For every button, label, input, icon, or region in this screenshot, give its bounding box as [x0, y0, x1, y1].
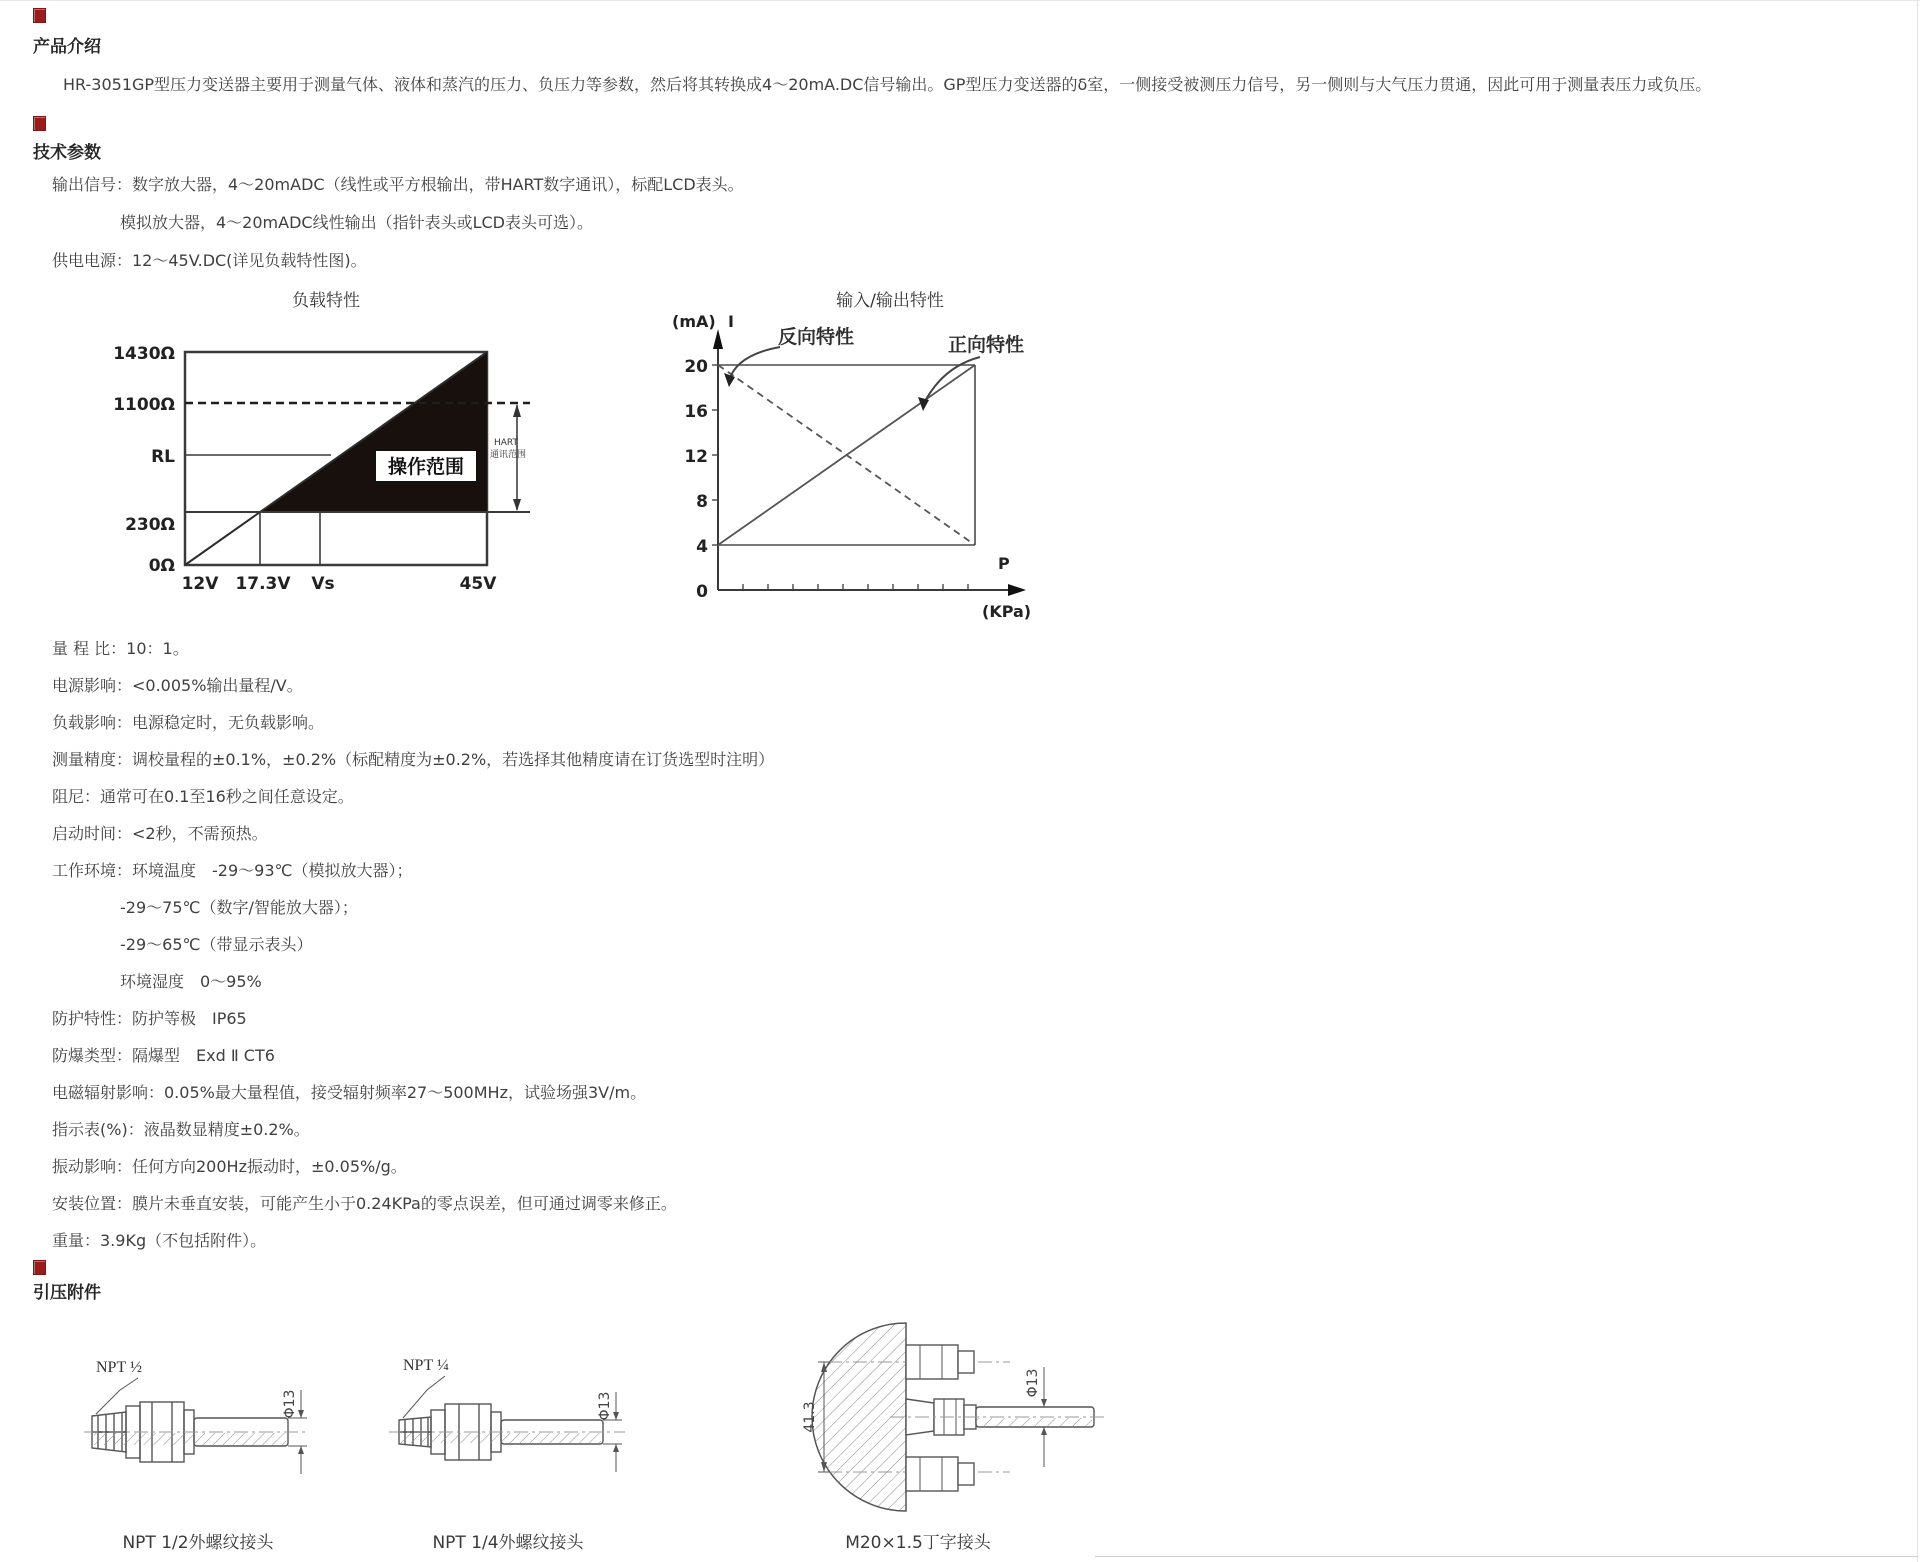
- dim-arrow: [298, 1410, 304, 1418]
- t-joint-drawing: [710, 1305, 1110, 1535]
- spec-line: 阻尼：通常可在0.1至16秒之间任意设定。: [52, 787, 354, 806]
- accessories-heading: 引压附件: [33, 1283, 101, 1303]
- thread-size-label: NPT ½: [96, 1359, 142, 1376]
- spec-line: -29～75℃（数字/智能放大器）；: [120, 898, 358, 917]
- spec-line: 测量精度：调校量程的±0.1%，±0.2%（标配精度为±0.2%，若选择其他精度请在订货选型时注明）: [52, 750, 775, 769]
- spec-line: 防爆类型：隔爆型 Exd Ⅱ CT6: [52, 1046, 275, 1065]
- section-hatch-band: [94, 1433, 286, 1445]
- spec-line: 电源影响：<0.005%输出量程/V。: [52, 676, 303, 695]
- height-dim-label: 41.3: [802, 1401, 818, 1433]
- load-characteristic-chart: [60, 305, 620, 605]
- drawing-caption: M20×1.5丁字接头: [845, 1533, 991, 1553]
- spec-power-supply: 供电电源：12～45V.DC(详见负载特性图)。: [52, 251, 367, 270]
- diameter-dim-label: Φ13: [1025, 1368, 1041, 1398]
- dim-arrow: [613, 1444, 619, 1452]
- io-x-symbol: P: [998, 554, 1010, 573]
- load-ytick-230: 230Ω: [125, 515, 175, 535]
- io-characteristic-chart: [630, 305, 1100, 640]
- stem-hatch-band: [977, 1418, 1092, 1426]
- spec-line: 环境湿度 0～95%: [120, 972, 262, 991]
- load-xtick-45v: 45V: [459, 574, 497, 594]
- load-xtick-12v: 12V: [181, 574, 219, 594]
- hart-bracket-arrow-down: [513, 499, 521, 511]
- diameter-dim-label: Φ13: [282, 1389, 298, 1419]
- load-xtick-17v: 17.3V: [235, 574, 291, 594]
- npt-half-fitting-drawing: [80, 1340, 315, 1500]
- spec-line: 振动影响：任何方向200Hz振动时，±0.05%/g。: [52, 1157, 407, 1176]
- bottom-rule: [1095, 1556, 1918, 1557]
- thread-size-label: NPT ¼: [403, 1357, 449, 1374]
- dim-arrow: [613, 1412, 619, 1420]
- load-ytick-rl: RL: [151, 447, 175, 467]
- io-chart-title: 输入/输出特性: [836, 291, 944, 311]
- accessory-drawings: [0, 1300, 1920, 1562]
- operating-region-label: 操作范围: [387, 456, 465, 478]
- io-y-axis-arrow: [713, 329, 723, 349]
- spec-line: -29～65℃（带显示表头）: [120, 935, 313, 954]
- dim-arrow: [1041, 1399, 1047, 1407]
- section-marker-icon: [33, 1260, 46, 1275]
- spec-line: 指示表(%)：液晶数显精度±0.2%。: [52, 1120, 310, 1139]
- thread-leader-line: [403, 1376, 445, 1418]
- forward-series-label: 正向特性: [948, 334, 1025, 356]
- load-xtick-vs: Vs: [311, 574, 335, 594]
- reverse-series-label: 反向特性: [778, 326, 855, 348]
- top-bolt: [906, 1345, 974, 1379]
- spec-line: 工作环境：环境温度 -29～93℃（模拟放大器）；: [52, 861, 413, 880]
- hart-range-label-line2: 通讯范围: [490, 450, 527, 460]
- load-ytick-0: 0Ω: [148, 556, 175, 576]
- dim-arrow: [298, 1446, 304, 1454]
- io-ytick-12: 12: [684, 447, 708, 467]
- spec-list: [52, 630, 1672, 1259]
- tech-heading: 技术参数: [33, 143, 101, 163]
- io-y-symbol: I: [728, 312, 734, 331]
- charts-block: [0, 283, 1200, 643]
- io-ytick-20: 20: [684, 357, 708, 377]
- spec-analog-amplifier: 模拟放大器，4～20mADC线性输出（指针表头或LCD表头可选）。: [120, 213, 593, 232]
- io-ytick-0: 0: [696, 582, 708, 602]
- intro-paragraph: HR-3051GP型压力变送器主要用于测量气体、液体和蒸汽的压力、负压力等参数，然后将其转换成4～20mA.DC信号输出。GP型压力变送器的δ室，一侧接受被测压力信号，另一侧则与大气压力贯通，因此可用于测量表压力或负压。: [63, 75, 1712, 94]
- page-top-border: [0, 0, 1920, 1]
- spec-line: 防护特性：防护等极 IP65: [52, 1009, 247, 1028]
- load-ytick-1100: 1100Ω: [113, 395, 175, 415]
- drawing-caption: NPT 1/2外螺纹接头: [122, 1533, 274, 1553]
- section-marker-icon: [33, 8, 46, 23]
- io-ytick-4: 4: [696, 537, 708, 557]
- load-ytick-1430: 1430Ω: [113, 344, 175, 364]
- spec-line: 负载影响：电源稳定时，无负载影响。: [52, 713, 325, 732]
- hart-range-label-line1: HART: [494, 438, 519, 448]
- io-ytick-8: 8: [696, 492, 708, 512]
- io-ytick-16: 16: [684, 402, 708, 422]
- dim-arrow: [1041, 1427, 1047, 1435]
- io-x-axis-arrow: [1008, 584, 1026, 596]
- section-marker-icon: [33, 116, 46, 131]
- intro-heading: 产品介绍: [33, 37, 101, 57]
- section-hatch-band: [401, 1433, 601, 1443]
- spec-line: 启动时间：<2秒，不需预热。: [52, 824, 268, 843]
- spec-line: 量 程 比：10：1。: [52, 639, 189, 658]
- io-y-unit: (mA): [672, 312, 716, 331]
- spec-output-signal: 输出信号：数字放大器，4～20mADC（线性或平方根输出，带HART数字通讯），标配LCD表头。: [52, 175, 744, 194]
- bottom-bolt: [906, 1457, 974, 1491]
- npt-quarter-fitting-drawing: [385, 1340, 665, 1500]
- io-x-unit: (KPa): [982, 602, 1032, 621]
- spec-line: 电磁辐射影响：0.05%最大量程值，接受辐射频率27～500MHz，试验场强3V/m。: [52, 1083, 647, 1102]
- diameter-dim-label: Φ13: [597, 1391, 613, 1421]
- hart-bracket-arrow-up: [513, 404, 521, 417]
- spec-line: 安装位置：膜片未垂直安装，可能产生小于0.24KPa的零点误差，但可通过调零来修正。: [52, 1194, 677, 1213]
- drawing-caption: NPT 1/4外螺纹接头: [432, 1533, 584, 1553]
- load-chart-title: 负载特性: [292, 291, 360, 311]
- thread-leader-line: [96, 1378, 138, 1414]
- spec-line: 重量：3.9Kg（不包括附件）。: [52, 1231, 267, 1250]
- reverse-annotation-arrow: [729, 347, 780, 381]
